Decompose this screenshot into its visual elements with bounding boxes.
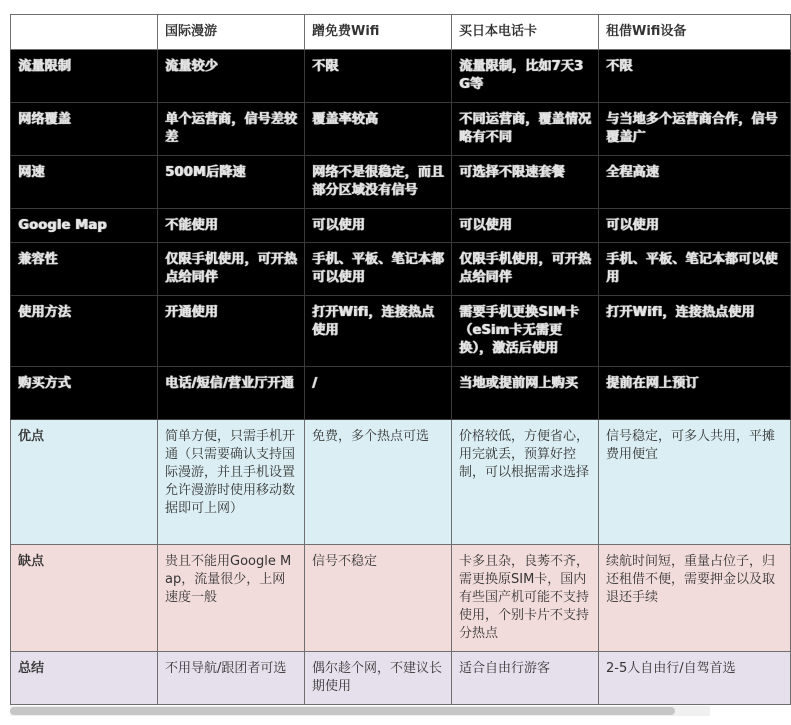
table-cell: 仅限手机使用，可开热点给同伴 [158, 243, 305, 296]
row-label: 网络覆盖 [11, 103, 158, 156]
table-cell: 电话/短信/营业厅开通 [158, 367, 305, 420]
table-cell: 可以使用 [305, 209, 452, 243]
table-cell: / [305, 367, 452, 420]
table-viewport[interactable] [10, 14, 778, 706]
row-label: 使用方法 [11, 296, 158, 367]
header-free-wifi: 蹭免费Wifi [305, 15, 452, 50]
table-cell: 手机、平板、笔记本都可以使用 [599, 243, 791, 296]
table-cell: 可选择不限速套餐 [452, 156, 599, 209]
row-label: 优点 [11, 420, 158, 545]
table-cell: 偶尔趁个网，不建议长期使用 [305, 652, 452, 705]
row-label: 流量限制 [11, 50, 158, 103]
table-cell: 可以使用 [452, 209, 599, 243]
table-row [11, 50, 791, 103]
scrollbar-thumb[interactable] [10, 707, 675, 715]
table-cell: 当地或提前网上购买 [452, 367, 599, 420]
header-corner [11, 15, 158, 50]
row-label: 网速 [11, 156, 158, 209]
table-cell: 打开Wifi，连接热点使用 [599, 296, 791, 367]
table-cell: 信号稳定，可多人共用，平摊费用便宜 [599, 420, 791, 545]
table-cell: 网络不是很稳定，而且部分区域没有信号 [305, 156, 452, 209]
header-row [11, 15, 791, 50]
table-cell: 流量限制，比如7天3G等 [452, 50, 599, 103]
table-cell: 续航时间短，重量占位子，归还租借不便，需要押金以及取退还手续 [599, 545, 791, 652]
comparison-table [10, 14, 791, 705]
table-row [11, 209, 791, 243]
table-cell: 不用导航/跟团者可选 [158, 652, 305, 705]
table-cell: 适合自由行游客 [452, 652, 599, 705]
table-row [11, 296, 791, 367]
table-cell: 仅限手机使用，可开热点给同伴 [452, 243, 599, 296]
row-label: 兼容性 [11, 243, 158, 296]
table-cell: 不限 [305, 50, 452, 103]
table-row [11, 545, 791, 652]
table-cell: 简单方便，只需手机开通（只需要确认支持国际漫游，并且手机设置允许漫游时使用移动数据即可上网） [158, 420, 305, 545]
table-row [11, 652, 791, 705]
table-cell: 流量较少 [158, 50, 305, 103]
table-row [11, 243, 791, 296]
table-cell: 打开Wifi，连接热点使用 [305, 296, 452, 367]
table-cell: 提前在网上预订 [599, 367, 791, 420]
table-cell: 不限 [599, 50, 791, 103]
table-cell: 卡多且杂，良莠不齐，需更换原SIM卡，国内有些国产机可能不支持使用，个别卡片不支持分热点 [452, 545, 599, 652]
row-label: 购买方式 [11, 367, 158, 420]
table-cell: 信号不稳定 [305, 545, 452, 652]
table-row [11, 156, 791, 209]
table-cell: 开通使用 [158, 296, 305, 367]
table-cell: 贵且不能用Google Map，流量很少，上网速度一般 [158, 545, 305, 652]
header-sim-card: 买日本电话卡 [452, 15, 599, 50]
row-label: 总结 [11, 652, 158, 705]
table-row [11, 420, 791, 545]
header-roaming: 国际漫游 [158, 15, 305, 50]
table-cell: 全程高速 [599, 156, 791, 209]
table-cell: 不能使用 [158, 209, 305, 243]
row-label: Google Map [11, 209, 158, 243]
table-row [11, 367, 791, 420]
table-cell: 价格较低，方便省心，用完就丢，预算好控制，可以根据需求选择 [452, 420, 599, 545]
table-cell: 覆盖率较高 [305, 103, 452, 156]
table-cell: 不同运营商，覆盖情况略有不同 [452, 103, 599, 156]
table-cell: 单个运营商，信号差较差 [158, 103, 305, 156]
table-cell: 与当地多个运营商合作，信号覆盖广 [599, 103, 791, 156]
horizontal-scrollbar[interactable] [10, 706, 710, 716]
table-cell: 可以使用 [599, 209, 791, 243]
table-row [11, 103, 791, 156]
table-cell: 500M后降速 [158, 156, 305, 209]
header-wifi-rental: 租借Wifi设备 [599, 15, 791, 50]
table-cell: 免费，多个热点可选 [305, 420, 452, 545]
table-cell: 需要手机更换SIM卡（eSim卡无需更换），激活后使用 [452, 296, 599, 367]
row-label: 缺点 [11, 545, 158, 652]
table-cell: 2-5人自由行/自驾首选 [599, 652, 791, 705]
table-cell: 手机、平板、笔记本都可以使用 [305, 243, 452, 296]
